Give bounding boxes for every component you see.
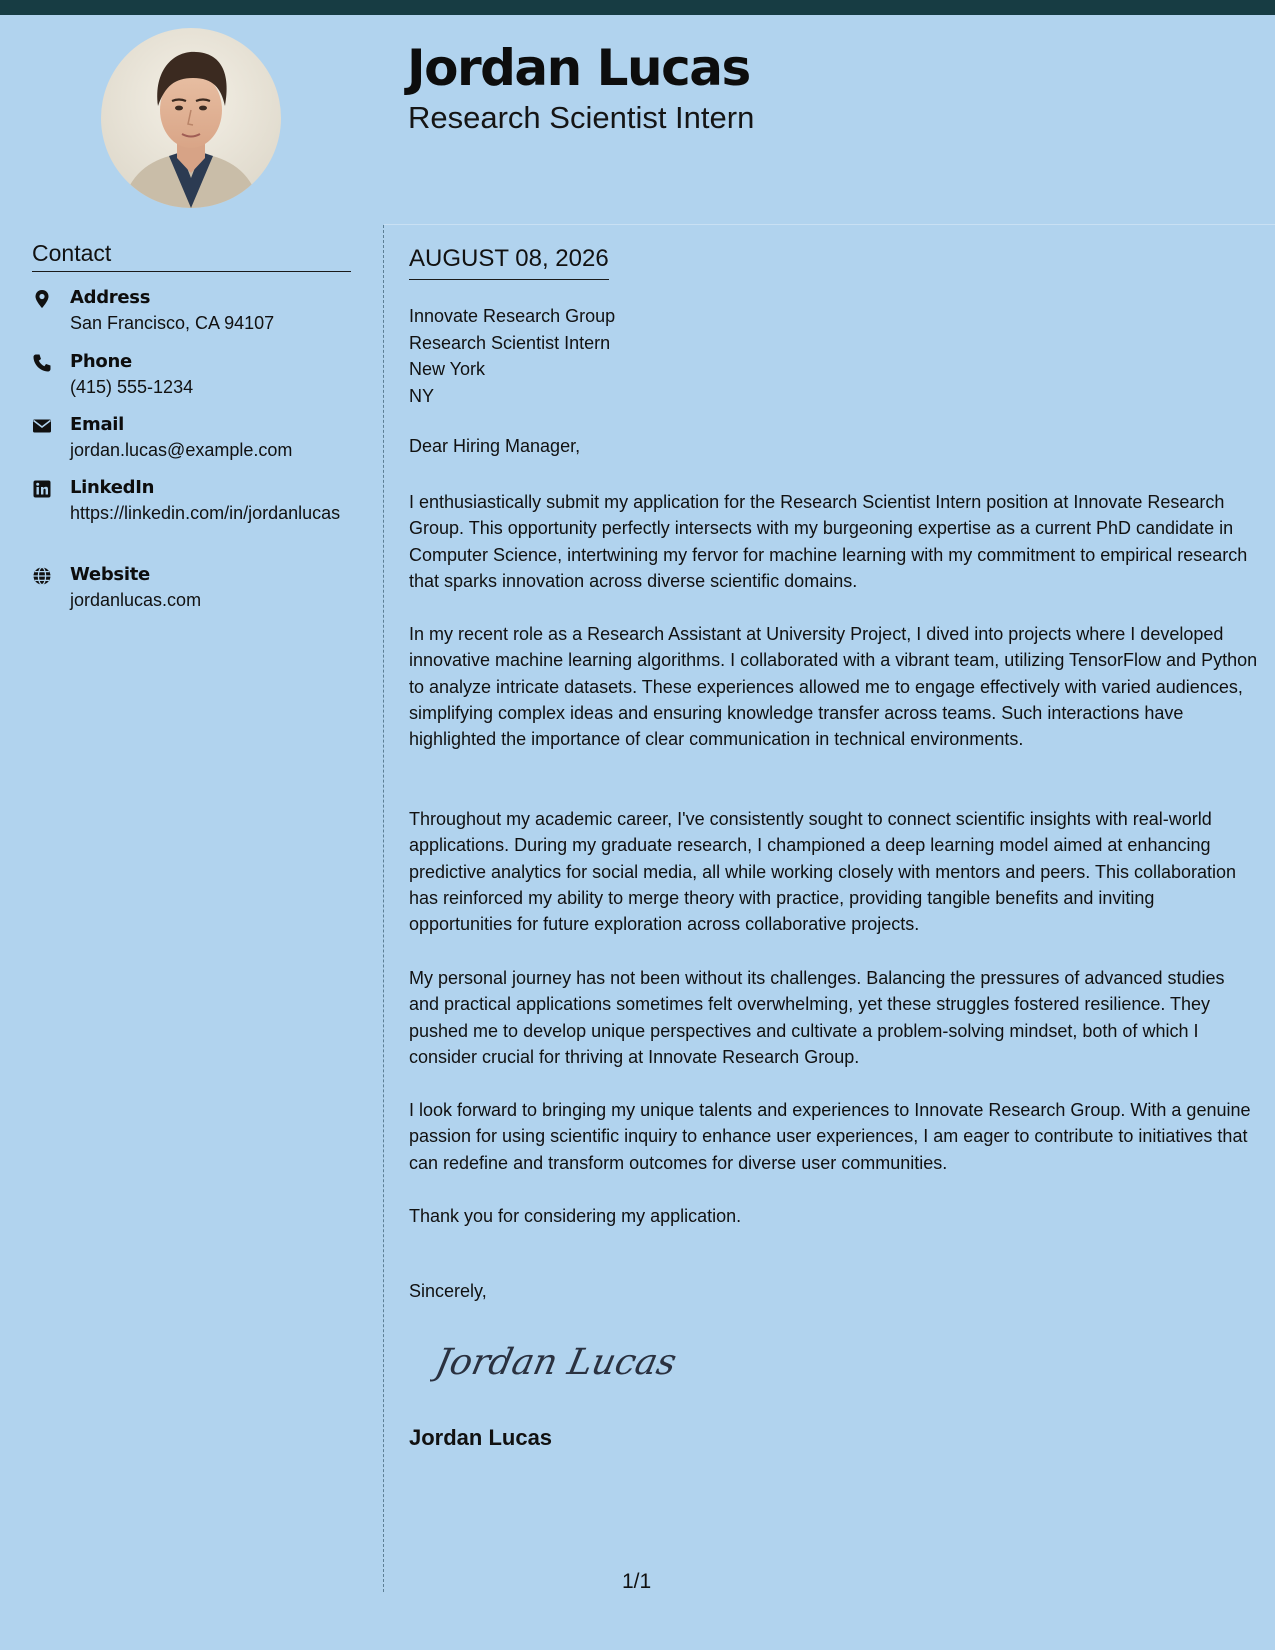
body-paragraph: I look forward to bringing my unique talents and experiences to Innovate Research Group. With a genuine passion for using scientific inquiry to enhance user experiences, I am eager to contribute to initiatives that can redefine and transform outcomes for diverse user communities. xyxy=(409,1100,1251,1173)
linkedin-value[interactable]: https://linkedin.com/in/jordanlucas xyxy=(70,503,341,523)
linkedin-icon xyxy=(32,479,52,499)
phone-value: (415) 555-1234 xyxy=(70,377,194,397)
email-value: jordan.lucas@example.com xyxy=(70,440,293,460)
body-paragraph: My personal journey has not been without its challenges. Balancing the pressures of advanced studies and practical applications sometimes felt overwhelming, yet these struggles fostered resilience. They pushed me to develop unique perspectives and cultivate a problem-solving mindset, both of which I consider crucial for thriving at Innovate Research Group. xyxy=(409,968,1225,1067)
signature-text: Jordan Lucas xyxy=(431,1340,681,1383)
phone-label: Phone xyxy=(70,351,132,372)
envelope-icon xyxy=(32,416,52,436)
recipient-city: New York xyxy=(409,359,486,379)
body-paragraph: In my recent role as a Research Assistant at University Project, I dived into projects where I developed innovative machine learning algorithms. I collaborated with a vibrant team, utilizing TensorFlow and Python to analyze intricate datasets. These experiences allowed me to engage effectively with varied audiences, simplifying complex ideas and ensuring knowledge transfer across teams. Such interactions have highlighted the importance of clear communication in technical environments. xyxy=(409,624,1258,750)
recipient-state: NY xyxy=(409,385,435,406)
applicant-title: Research Scientist Intern xyxy=(408,100,755,135)
profile-photo xyxy=(101,28,281,208)
applicant-name: Jordan Lucas xyxy=(407,39,750,97)
email-label: Email xyxy=(70,414,125,435)
top-bar xyxy=(0,0,1275,15)
column-divider xyxy=(383,225,384,1592)
address-label: Address xyxy=(70,287,151,308)
phone-icon xyxy=(32,353,52,373)
body-paragraph: Thank you for considering my application. xyxy=(409,1206,742,1226)
body-paragraph: Throughout my academic career, I've consistently sought to connect scientific insights with real-world applications. During my graduate research, I championed a deep learning model aimed at enhancing predictive analytics for social media, all while working closely with mentors and peers. This collaboration has reinforced my ability to merge theory with practice, providing tangible benefits and inviting opportunities for future exploration across collaborative projects. xyxy=(409,809,1237,935)
signature xyxy=(430,1330,690,1405)
recipient-company: Innovate Research Group xyxy=(409,306,616,326)
page-number: 1/1 xyxy=(622,1570,652,1593)
letter-date: AUGUST 08, 2026 xyxy=(409,245,609,280)
globe-icon xyxy=(32,566,52,586)
signer-name: Jordan Lucas xyxy=(409,1425,553,1450)
website-label: Website xyxy=(70,564,150,585)
contact-heading: Contact xyxy=(32,240,351,272)
body-paragraph: I enthusiastically submit my application for the Research Scientist Intern position at Innovate Research Group. This opportunity perfectly intersects with my burgeoning expertise as a current PhD candidate in Computer Science, intertwining my fervor for machine learning with my commitment to empirical research that sparks innovation across diverse scientific domains. xyxy=(409,492,1248,591)
salutation: Dear Hiring Manager, xyxy=(409,436,581,456)
header-divider xyxy=(384,224,1275,225)
map-pin-icon xyxy=(32,289,52,309)
website-value[interactable]: jordanlucas.com xyxy=(70,590,202,610)
recipient-block xyxy=(409,303,615,409)
address-value: San Francisco, CA 94107 xyxy=(70,313,275,333)
closing: Sincerely, xyxy=(409,1281,487,1301)
linkedin-label: LinkedIn xyxy=(70,477,155,498)
recipient-position: Research Scientist Intern xyxy=(409,332,611,353)
